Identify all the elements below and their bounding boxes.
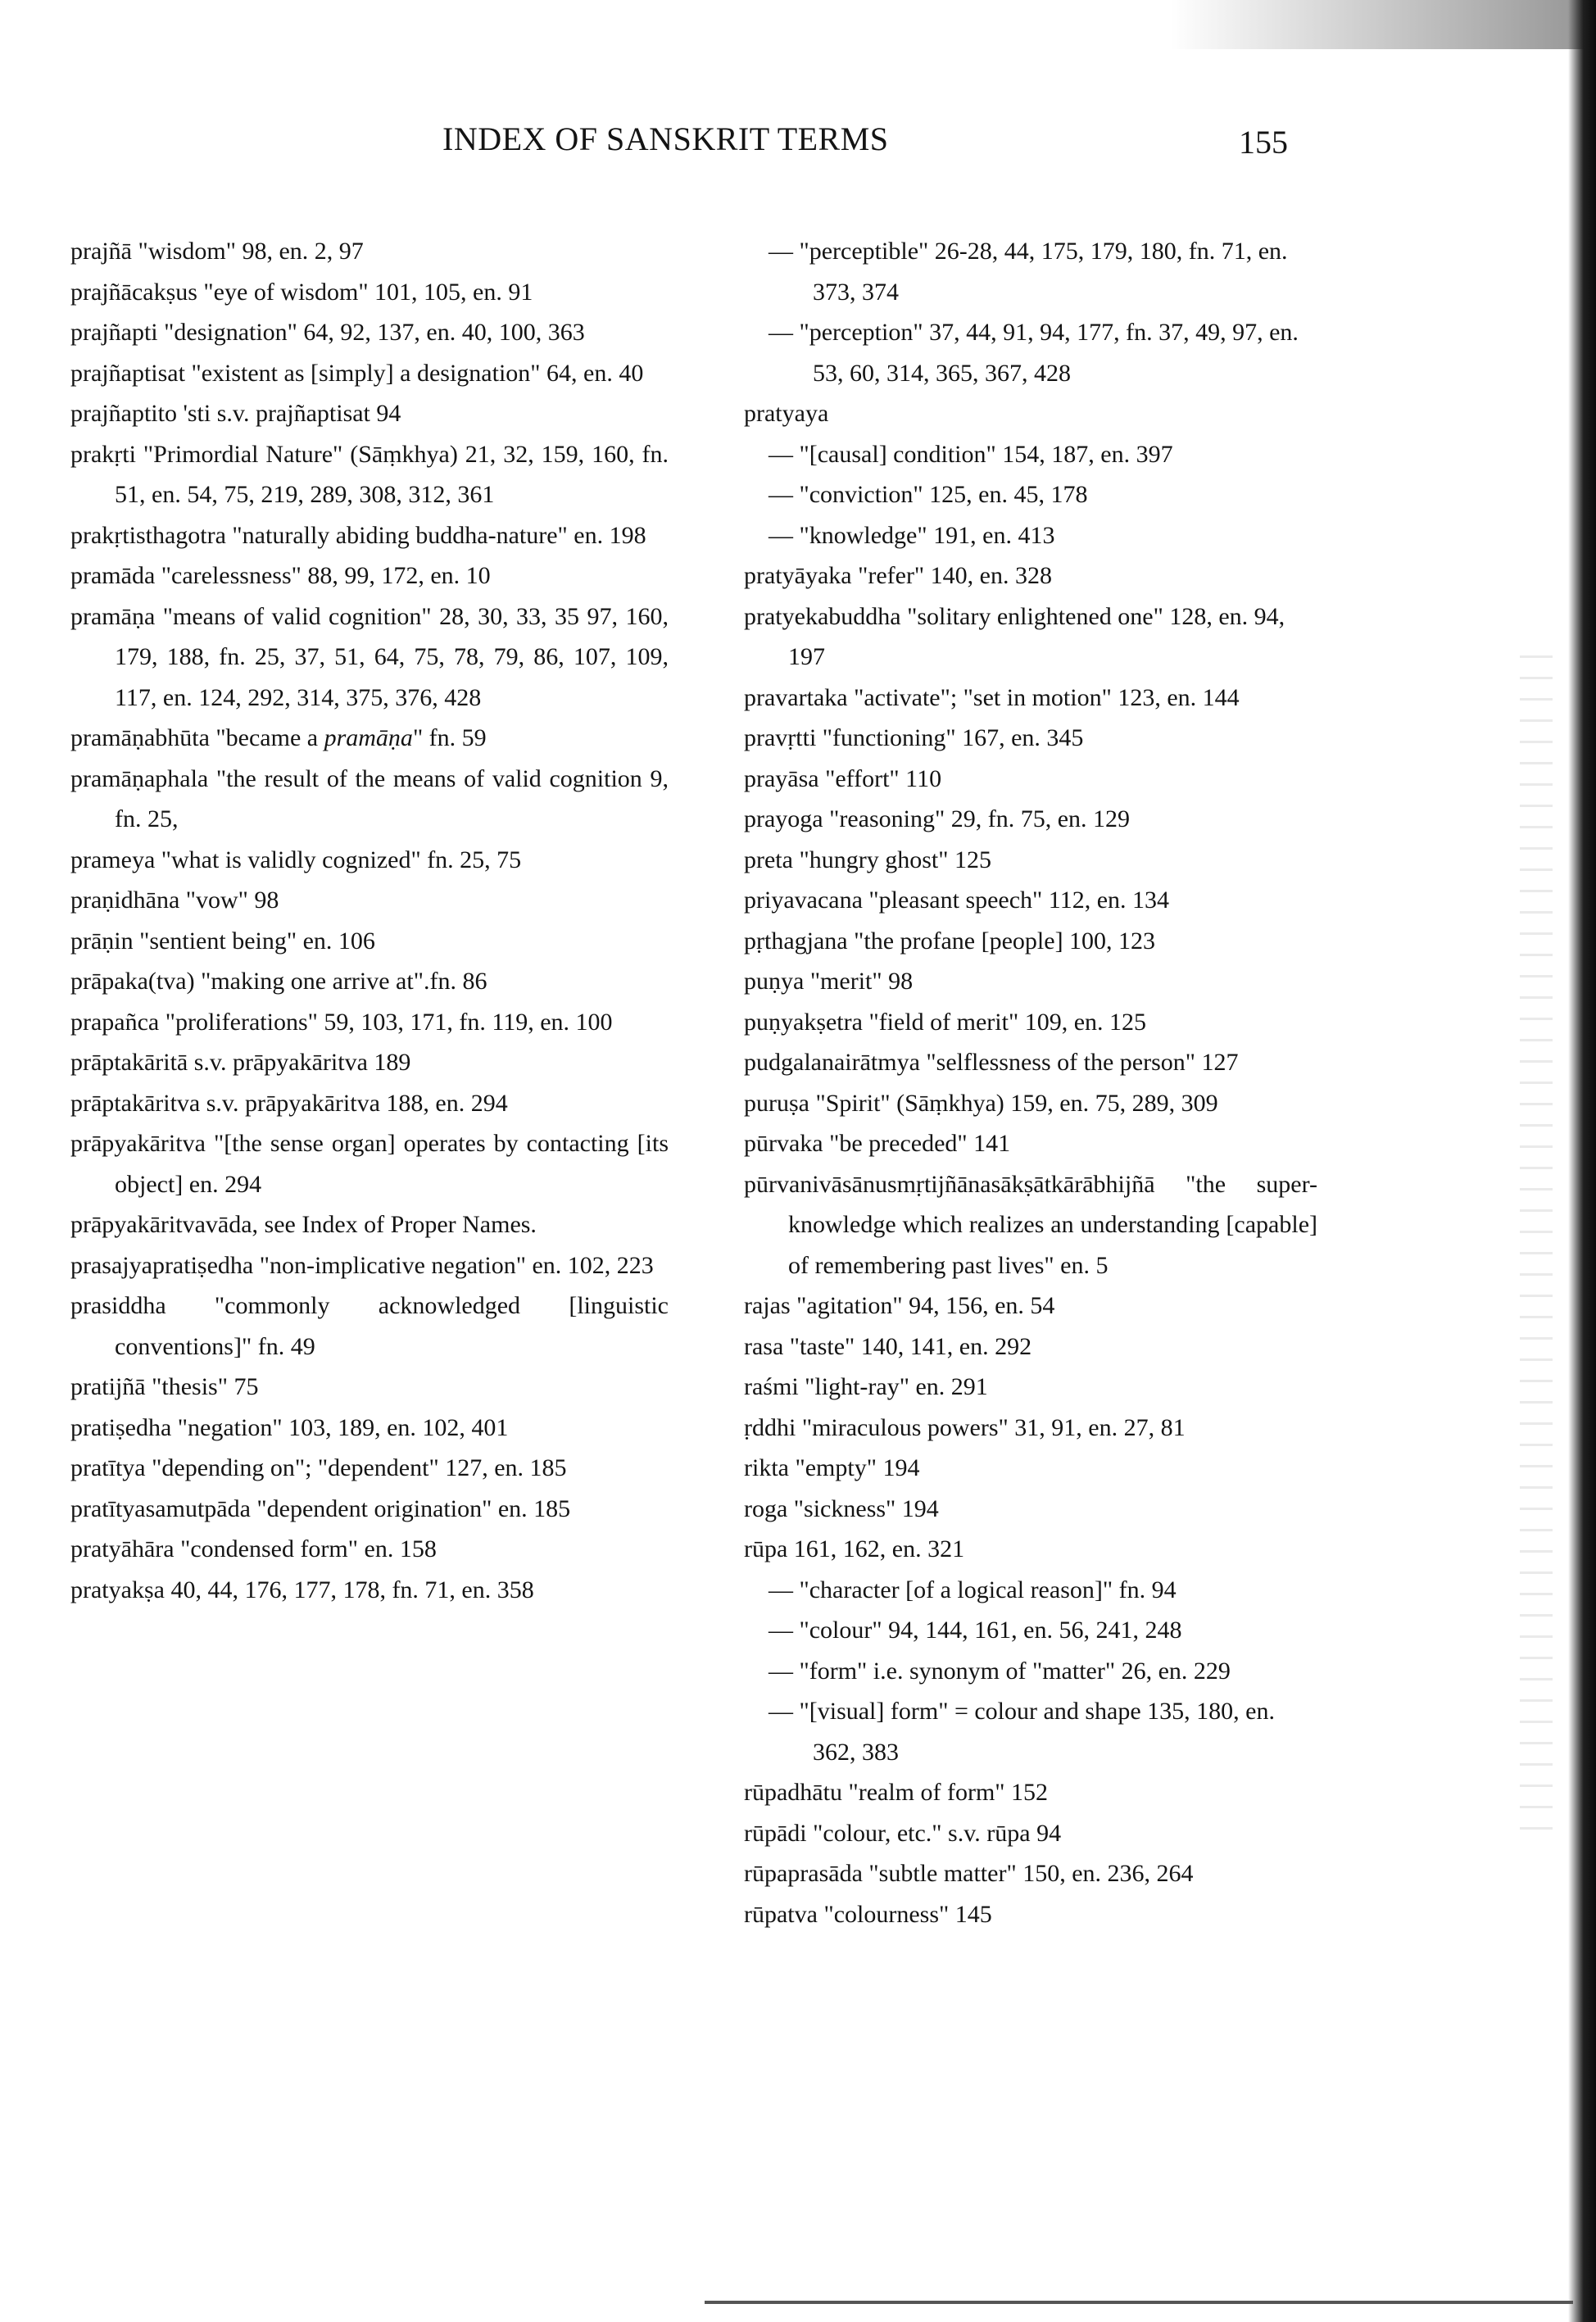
page-title: INDEX OF SANSKRIT TERMS <box>442 120 889 157</box>
page-header <box>0 120 1596 169</box>
index-entry: pudgalanairātmya "selflessness of the person" 127 <box>744 1049 1239 1076</box>
index-entry: pramāṇa "means of valid cognition" 28, 30, 33, 35 97, 160, 179, 188, fn. 25, 37, 51, 64, 75, 78, 79, 86, 107, 109, 117, en. 124, 292, 314, 375, 376, 428 <box>70 602 669 711</box>
index-entry: pratyekabuddha "solitary enlightened one" 128, en. 94, 197 <box>744 602 1285 670</box>
index-column-right <box>744 231 1317 1934</box>
index-entry: prajñapti "designation" 64, 92, 137, en. 40, 100, 363 <box>70 319 585 346</box>
index-entry: ṛddhi "miraculous powers" 31, 91, en. 27, 81 <box>744 1413 1186 1441</box>
entry-text: " fn. 59 <box>412 724 487 751</box>
index-entry: rajas "agitation" 94, 156, en. 54 <box>744 1292 1055 1319</box>
index-entry: prāpyakāritva "[the sense organ] operates by contacting [its object] en. 294 <box>70 1130 669 1198</box>
index-entry: prajñācakṣus "eye of wisdom" 101, 105, en. 91 <box>70 278 533 306</box>
index-entry: puṇyakṣetra "field of merit" 109, en. 125 <box>744 1008 1147 1036</box>
index-entry: rūpa 161, 162, en. 321 <box>744 1535 965 1562</box>
index-entry: pravṛtti "functioning" 167, en. 345 <box>744 724 1084 751</box>
index-subentry: — "colour" 94, 144, 161, en. 56, 241, 248 <box>769 1617 1182 1644</box>
index-entry: pratyāyaka "refer" 140, en. 328 <box>744 562 1052 589</box>
index-entry: prayoga "reasoning" 29, fn. 75, en. 129 <box>744 805 1131 832</box>
index-entry: prāptakāritva s.v. prāpyakāritva 188, en. 294 <box>70 1089 508 1117</box>
index-entry: prajñaptito 'sti s.v. prajñaptisat 94 <box>70 400 401 427</box>
index-subentry: — "character [of a logical reason]" fn. 94 <box>769 1576 1177 1603</box>
index-entry: prakṛti "Primordial Nature" (Sāṃkhya) 21, 32, 159, 160, fn. 51, en. 54, 75, 219, 289, 308, 312, 361 <box>70 440 669 508</box>
index-entry: prajñā "wisdom" 98, en. 2, 97 <box>70 238 364 265</box>
index-subentry: — "[visual] form" = colour and shape 135, 180, en. 362, 383 <box>769 1698 1275 1766</box>
index-entry: priyavacana "pleasant speech" 112, en. 134 <box>744 887 1170 914</box>
index-entry: prāpaka(tva) "making one arrive at".fn. 86 <box>70 968 487 995</box>
index-entry: puṇya "merit" 98 <box>744 968 914 995</box>
index-entry: roga "sickness" 194 <box>744 1494 939 1522</box>
entry-italic-term: pramāṇa <box>324 724 413 751</box>
index-entry: prayāsa "effort" 110 <box>744 764 942 792</box>
index-entry: prasajyapratiṣedha "non-implicative negation" en. 102, 223 <box>70 1251 654 1279</box>
index-entry: rikta "empty" 194 <box>744 1454 920 1481</box>
index-entry: preta "hungry ghost" 125 <box>744 846 991 873</box>
index-entry: pravartaka "activate"; "set in motion" 123, en. 144 <box>744 683 1240 711</box>
index-subentry: — "[causal] condition" 154, 187, en. 397 <box>769 440 1173 468</box>
index-entry: praṇidhāna "vow" 98 <box>70 887 279 914</box>
index-entry: rūpaprasāda "subtle matter" 150, en. 236, 264 <box>744 1860 1194 1887</box>
index-entry: rūpadhātu "realm of form" 152 <box>744 1779 1049 1806</box>
index-entry: prāṇin "sentient being" en. 106 <box>70 927 375 955</box>
index-entry: puruṣa "Spirit" (Sāṃkhya) 159, en. 75, 289, 309 <box>744 1089 1218 1117</box>
scan-shadow-top <box>1170 0 1596 49</box>
index-entry: raśmi "light-ray" en. 291 <box>744 1373 988 1400</box>
index-entry: prāpyakāritvavāda, see Index of Proper Names. <box>70 1211 537 1238</box>
index-entry: pratijñā "thesis" 75 <box>70 1373 259 1400</box>
index-entry: pūrvaka "be preceded" 141 <box>744 1130 1011 1157</box>
index-entry: pratiṣedha "negation" 103, 189, en. 102, 401 <box>70 1413 509 1441</box>
scan-bottom-edge <box>705 2301 1573 2304</box>
index-entry: pramāda "carelessness" 88, 99, 172, en. 10 <box>70 562 491 589</box>
entry-text: pramāṇabhūta "became a <box>70 724 324 751</box>
scan-speckles <box>1520 655 1553 1844</box>
index-entry: pratītya "depending on"; "dependent" 127, en. 185 <box>70 1454 567 1481</box>
index-entry-pramanabhuta <box>70 718 669 759</box>
index-entry: pṛthagjana "the profane [people] 100, 123 <box>744 927 1156 955</box>
binding-shadow <box>1568 0 1596 2322</box>
index-entry: pratyaya <box>744 400 829 427</box>
index-entry: prameya "what is validly cognized" fn. 25, 75 <box>70 846 522 873</box>
index-subentry: — "perceptible" 26-28, 44, 175, 179, 180, fn. 71, en. 373, 374 <box>769 238 1288 306</box>
index-entry: prapañca "proliferations" 59, 103, 171, fn. 119, en. 100 <box>70 1008 613 1036</box>
index-subentry: — "conviction" 125, en. 45, 178 <box>769 481 1088 508</box>
index-entry: pratītyasamutpāda "dependent origination" en. 185 <box>70 1494 571 1522</box>
index-subentry: — "form" i.e. synonym of "matter" 26, en. 229 <box>769 1657 1231 1685</box>
index-entry: pratyāhāra "condensed form" en. 158 <box>70 1535 437 1562</box>
index-entry: pūrvanivāsānusmṛtijñānasākṣātkārābhijñā "the super-knowledge which realizes an understanding [capable] of remembering past lives" en. 5 <box>744 1170 1317 1279</box>
index-entry: rūpatva "colourness" 145 <box>744 1900 992 1928</box>
index-subentry: — "knowledge" 191, en. 413 <box>769 521 1055 549</box>
page-number: 155 <box>1239 124 1288 161</box>
index-entry: prajñaptisat "existent as [simply] a designation" 64, en. 40 <box>70 359 644 387</box>
index-entry: pramāṇaphala "the result of the means of valid cognition 9, fn. 25, <box>70 764 669 832</box>
index-entry: rūpādi "colour, etc." s.v. rūpa 94 <box>744 1819 1062 1847</box>
index-entry: pratyakṣa 40, 44, 176, 177, 178, fn. 71, en. 358 <box>70 1576 534 1603</box>
index-entry: prāptakāritā s.v. prāpyakāritva 189 <box>70 1049 411 1076</box>
index-subentry: — "perception" 37, 44, 91, 94, 177, fn. 37, 49, 97, en. 53, 60, 314, 365, 367, 428 <box>769 319 1299 387</box>
index-entry: prasiddha "commonly acknowledged [linguistic conventions]" fn. 49 <box>70 1292 669 1360</box>
index-entry: rasa "taste" 140, 141, en. 292 <box>744 1332 1032 1360</box>
index-entry: prakṛtisthagotra "naturally abiding buddha-nature" en. 198 <box>70 521 646 549</box>
index-column-left <box>70 231 669 1610</box>
